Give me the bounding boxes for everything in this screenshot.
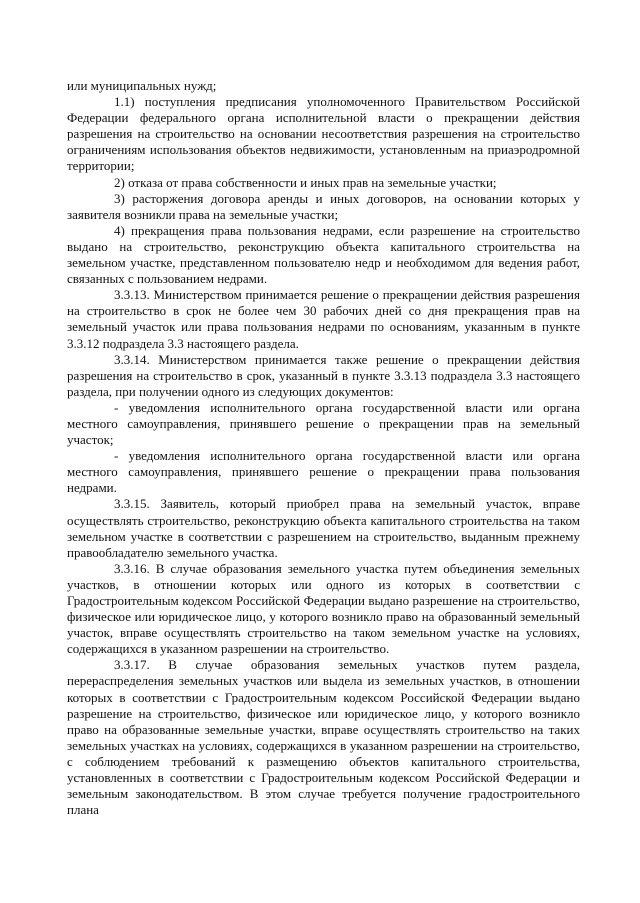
paragraph-3-3-14: 3.3.14. Министерством принимается также решение о прекращении действия разрешения на строительство в срок, указанный в пункте 3.3.13 подраздела 3.3 настоящего раздела, при получении одного из следующих документов: bbox=[67, 351, 580, 399]
paragraph-3-3-16: 3.3.16. В случае образования земельного участка путем объединения земельных участков, в отношении которых или одного из которых в соответствии с Градостроительным кодексом Российской Федерации выдано разрешение на строительство, физическое или юридическое лицо, у которого возникло право на образованный земельный участок, вправе осуществлять строительство на таком земельном участке на условиях, содержащихся в указанном разрешении на строительство. bbox=[67, 560, 580, 657]
paragraph-3-3-15: 3.3.15. Заявитель, который приобрел права на земельный участок, вправе осуществлять строительство, реконструкцию объекта капитального строительства на таком земельном участке в соответствии с разрешением на строительство, выданным прежнему правообладателю земельного участка. bbox=[67, 496, 580, 560]
paragraph-item-3: 3) расторжения договора аренды и иных договоров, на основании которых у заявителя возникли права на земельные участки; bbox=[67, 190, 580, 222]
document-page bbox=[67, 78, 580, 818]
paragraph-item-2: 2) отказа от права собственности и иных прав на земельные участки; bbox=[114, 174, 497, 190]
paragraph-item-4: 4) прекращения права пользования недрами, если разрешение на строительство выдано на строительство, реконструкцию объекта капитального строительства на земельном участке, представленном пользователю недр и необходимом для ведения работ, связанных с пользованием недрами. bbox=[67, 222, 580, 287]
list-item-subsoil-rights-notice: - уведомления исполнительного органа государственной власти или органа местного самоуправления, принявшего решение о прекращении права пользования недрами. bbox=[67, 448, 580, 496]
list-item-land-rights-notice: - уведомления исполнительного органа государственной власти или органа местного самоуправления, принявшего решение о прекращении прав на земельный участок; bbox=[67, 399, 580, 448]
paragraph-item-1-1: 1.1) поступления предписания уполномоченного Правительством Российской Федерации федерального органа исполнительной власти о прекращении действия разрешения на строительство на основании несоответствия разрешения на строительство ограничениям использования объектов недвижимости, установленным на приаэродромной территории; bbox=[67, 94, 580, 174]
paragraph-3-3-17: 3.3.17. В случае образования земельных участков путем раздела, перераспределения земельных участков или выдела из земельных участков, в отношении которых в соответствии с Градостроительным кодексом Российской Федерации выдано разрешение на строительство, физическое или юридическое лицо, у которого возникло право на образованные земельные участки, вправе осуществлять строительство на таких земельных участках на условиях, содержащихся в указанном разрешении на строительство, с соблюдением требований к размещению объектов капитального строительства, установленных в соответствии с Градостроительным кодексом Российской Федерации и земельным законодательством. В этом случае требуется получение градостроительного плана bbox=[67, 657, 580, 818]
paragraph-continuation: или муниципальных нужд; bbox=[67, 78, 217, 93]
paragraph-3-3-13: 3.3.13. Министерством принимается решение о прекращении действия разрешения на строительство в срок не более чем 30 рабочих дней со дня прекращения прав на земельный участок или права пользования недрами по основаниям, указанным в пункте 3.3.12 подраздела 3.3 настоящего раздела. bbox=[67, 287, 580, 351]
